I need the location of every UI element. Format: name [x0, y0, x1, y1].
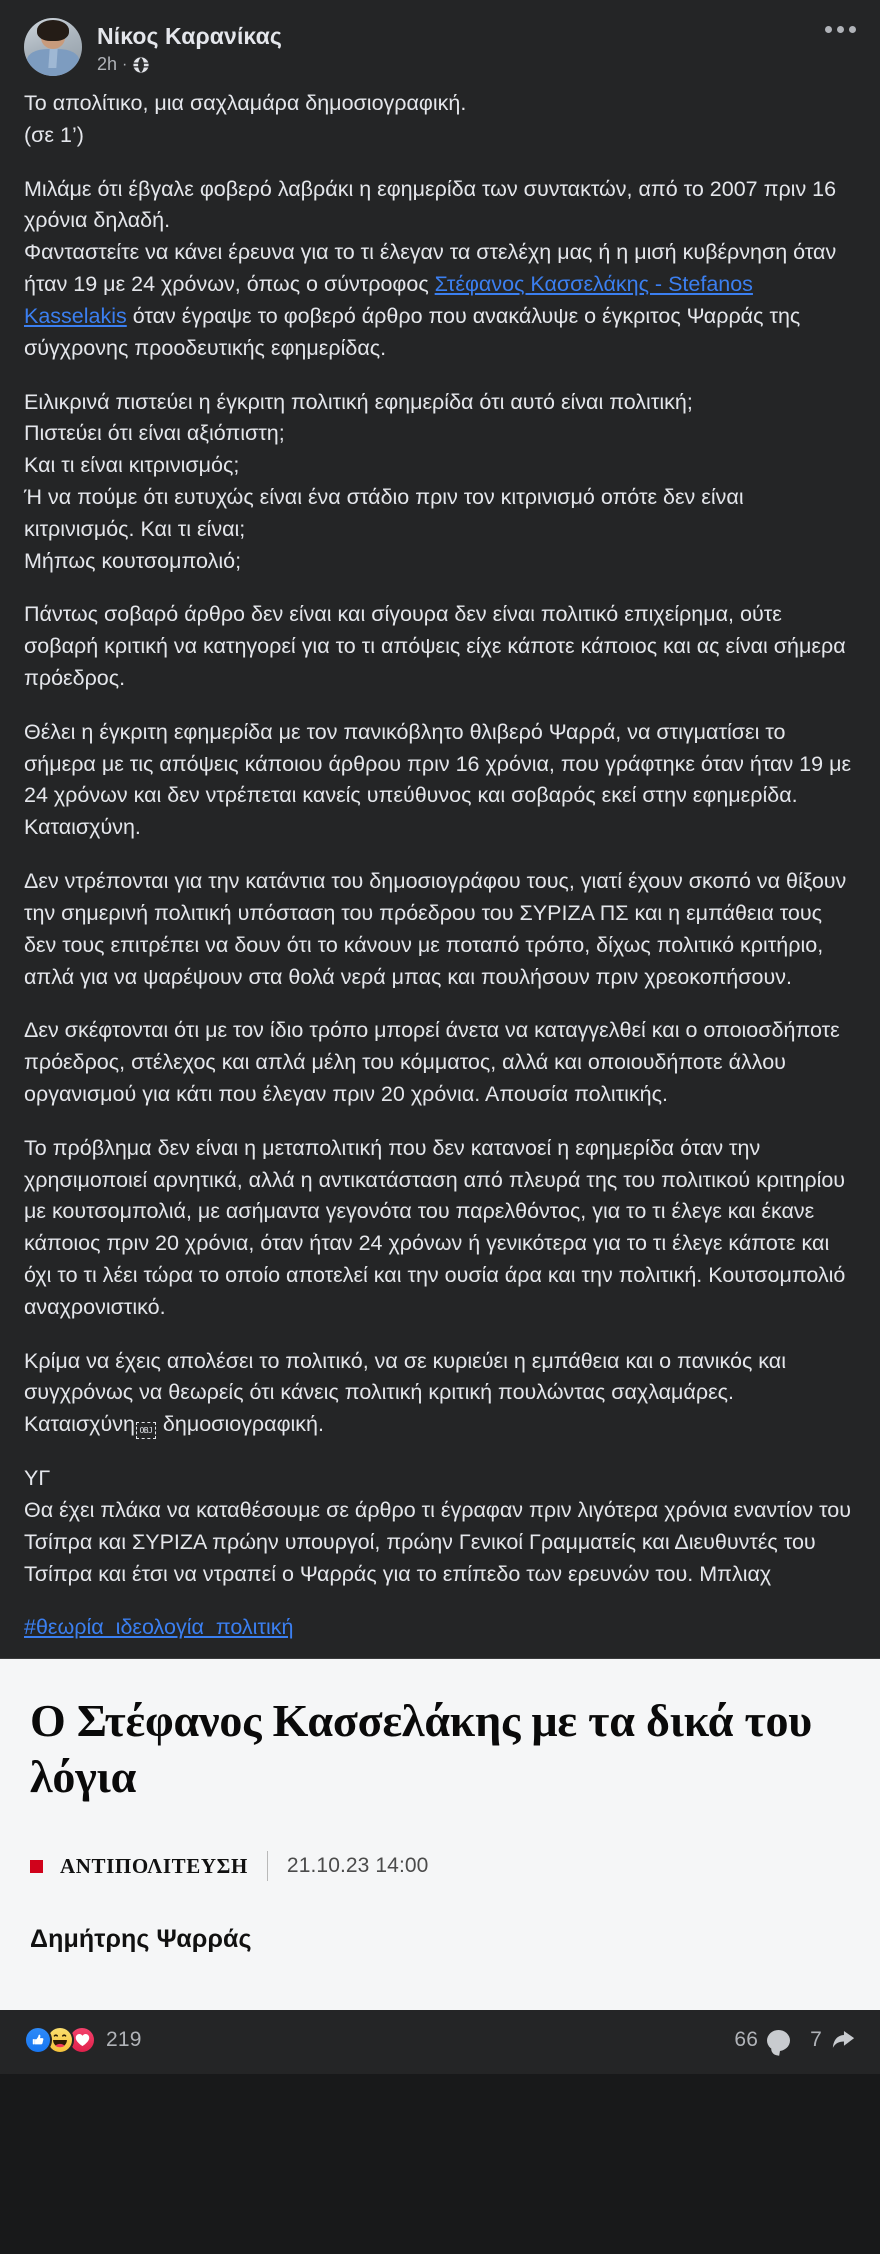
article-headline: Ο Στέφανος Κασσελάκης με τα δικά του λόγια: [30, 1695, 812, 1803]
ellipsis-dot: [837, 26, 844, 33]
share-count-button[interactable]: [810, 2028, 856, 2052]
post-paragraph: [24, 387, 856, 419]
post-paragraph: [24, 1463, 856, 1495]
globe-icon[interactable]: [132, 56, 150, 74]
paragraph-line: (σε 1’): [24, 122, 84, 147]
post-options-menu-button[interactable]: [825, 26, 856, 33]
post-paragraph: [24, 174, 856, 238]
paragraph-line: Δεν ντρέπονται για την κατάντια του δημοσιογράφου τους, γιατί έχουν σκοπό να θίξουν την σημερινή πολιτική υπόσταση του πρόεδρου του ΣΥΡΙΖΑ ΠΣ και η εμπάθεια τους δεν τους επιτρέπει να δουν ότι το κάνουν με ποταπό τρόπο, δίχως πολιτικό κριτήριο, απλά για να ψαρέψουν στα θολά νερά μπας και πουλήσουν πριν χρεοκοπήσουν.: [24, 869, 847, 989]
reaction-icon-stack: [24, 2026, 96, 2054]
paragraph-line: Θέλει η έγκριτη εφημερίδα με τον πανικόβλητο θλιβερό Ψαρρά, να στιγματίσει το σήμερα με τις απόψεις κάποιου άρθρου πριν 16 χρόνια, που γράφτηκε όταν ήταν 19 με 24 χρόνων και δεν ντρέπεται κανείς υπεύθυνος και σοβαρός εκεί στην εφημερίδα. Καταισχύνη.: [24, 719, 852, 840]
post-paragraph: [24, 120, 856, 152]
post-header: [0, 0, 880, 80]
post-engagement-bar: [0, 2010, 880, 2074]
category-square-icon: [30, 1860, 43, 1873]
hashtag-link[interactable]: #θεωρία_ιδεολογία_πολιτική: [24, 1615, 294, 1640]
paragraph-line: Το πρόβλημα δεν είναι η μεταπολιτική που δεν κατανοεί η εφημερίδα όταν την χρησιμοποιεί αρνητικά, αλλά η αντικατάσταση από πλευρά της του πολιτικού κριτηρίου με κουτσομπολιά, με ασήμαντα γεγονότα του παρελθόντος, για το τι έλεγε και έκανε κάποιος πριν 20 χρόνια, όταν ήταν 24 χρόνων ή γενικότερα για το τι έλεγε κάποτε και όχι το τι λέει τώρα το οποίο αποτελεί και την ουσία άρα και την πολιτική. Κουτσομπολιό αναχρονιστικό.: [24, 1135, 846, 1319]
paragraph-line: Πιστεύει ότι είναι αξιόπιστη;: [24, 421, 285, 446]
post-paragraph: [24, 450, 856, 482]
comment-count-button[interactable]: [734, 2028, 790, 2052]
post-paragraph: [24, 418, 856, 450]
post-paragraph: [24, 599, 856, 694]
paragraph-line: Μιλάμε ότι έβγαλε φοβερό λαβράκι η εφημερίδα των συντακτών, από το 2007 πριν 16 χρόνια δηλαδή.: [24, 176, 837, 233]
avatar-hair: [37, 20, 69, 41]
article-date: 21.10.23 14:00: [286, 1854, 429, 1878]
post-paragraph: [24, 1015, 856, 1110]
post-timestamp[interactable]: 2h: [97, 53, 118, 74]
post-subline: [97, 54, 282, 76]
post-paragraph: [24, 482, 856, 546]
reaction-count: 219: [106, 2028, 142, 2052]
paragraph-text: δημοσιογραφική.: [156, 1412, 324, 1437]
paragraph-line: Κρίμα να έχεις απολέσει το πολιτικό, να σε κυριεύει η εμπάθεια και ο πανικός και συγχρόνως να θεωρείς ότι κάνεις πολιτική κριτική πουλώντας σαχλαμάρες.: [24, 1348, 787, 1405]
post-paragraph: [24, 1133, 856, 1324]
share-icon: [831, 2029, 856, 2051]
comment-count: 66: [734, 2028, 759, 2052]
article-meta: [30, 1851, 850, 1881]
post-paragraph: [24, 546, 856, 578]
post-paragraph: [24, 1409, 856, 1441]
post-paragraph: [24, 1346, 856, 1410]
paragraph-line: Δεν σκέφτονται ότι με τον ίδιο τρόπο μπορεί άνετα να καταγγελθεί και ο οποιοσδήποτε πρόεδρος, στέλεχος και απλά μέλη του κόμματος, αλλά και οποιουδήποτε άλλου οργανισμού για κάτι που έλεγαν πριν 20 χρόνια. Απουσία πολιτικής.: [24, 1018, 840, 1106]
avatar-shirt: [27, 49, 79, 76]
ellipsis-dot: [825, 26, 832, 33]
paragraph-text: Καταισχύνη: [24, 1412, 135, 1437]
post-header-meta: [97, 18, 282, 75]
engagement-counts: [734, 2028, 856, 2052]
post-message: [0, 80, 880, 1658]
link-attachment-card[interactable]: [0, 1658, 880, 2010]
meta-divider: [267, 1851, 268, 1881]
post-paragraph: [24, 717, 856, 844]
paragraph-text: Φανταστείτε να κάνει έρευνα για το τι έλεγαν τα στελέχη μας ή η μισή κυβέρνηση όταν ήταν 19 με 24 χρόνων, όπως ο σύντροφος: [24, 240, 837, 297]
comment-icon: [767, 2030, 790, 2051]
reactions-summary[interactable]: [24, 2026, 142, 2054]
paragraph-line: Μήπως κουτσομπολιό;: [24, 548, 242, 573]
subline-separator: ·: [122, 55, 128, 73]
post-paragraph: [24, 1612, 856, 1644]
share-count: 7: [810, 2028, 822, 2052]
paragraph-line: Ειλικρινά πιστεύει η έγκριτη πολιτική εφημερίδα ότι αυτό είναι πολιτική;: [24, 389, 693, 414]
post-author-name[interactable]: Νίκος Καρανίκας: [97, 23, 282, 49]
paragraph-text: όταν έγραψε το φοβερό άρθρο που ανακάλυψε ο έγκριτος Ψαρράς της σύγχρονης προοδευτικής εφημερίδας.: [24, 303, 801, 360]
paragraph-line: Πάντως σοβαρό άρθρο δεν είναι και σίγουρα δεν είναι πολιτικό επιχείρημα, ούτε σοβαρή κριτική να κατηγορεί για το τι απόψεις είχε κάποτε κάποιος και ας είναι σήμερα πρόεδρος.: [24, 602, 846, 690]
avatar[interactable]: [24, 18, 82, 76]
paragraph-line: Ή να πούμε ότι ευτυχώς είναι ένα στάδιο πριν τον κιτρινισμό οπότε δεν είναι κιτρινισμός. Και τι είναι;: [24, 484, 744, 541]
paragraph-line: Και τι είναι κιτρινισμός;: [24, 453, 240, 478]
post-paragraph: [24, 1495, 856, 1590]
missing-glyph-icon: OBJ: [136, 1422, 156, 1439]
post-paragraph: [24, 866, 856, 993]
post-paragraph: [24, 237, 856, 364]
post-paragraph: [24, 88, 856, 120]
profile-link[interactable]: Στέφανος Κασσελάκης - Stefanos Kasselakis: [24, 272, 753, 328]
paragraph-line: Θα έχει πλάκα να καταθέσουμε σε άρθρο τι έγραφαν πριν λιγότερα χρόνια εναντίον του Τσίπρα και ΣΥΡΙΖΑ πρώην υπουργοί, πρώην Γενικοί Γραμματείς και Διευθυντές του Τσίπρα και έτσι να ντραπεί ο Ψαρράς για το επίπεδο των ερευνών του. Μπλιαχ: [24, 1497, 851, 1586]
ellipsis-dot: [849, 26, 856, 33]
paragraph-line: ΥΓ: [24, 1466, 51, 1491]
paragraph-line: Το απολίτικο, μια σαχλαμάρα δημοσιογραφική.: [24, 91, 467, 115]
article-category[interactable]: ΑΝΤΙΠΟΛΙΤΕΥΣΗ: [60, 1853, 248, 1878]
article-author: Δημήτρης Ψαρράς: [30, 1925, 252, 1954]
